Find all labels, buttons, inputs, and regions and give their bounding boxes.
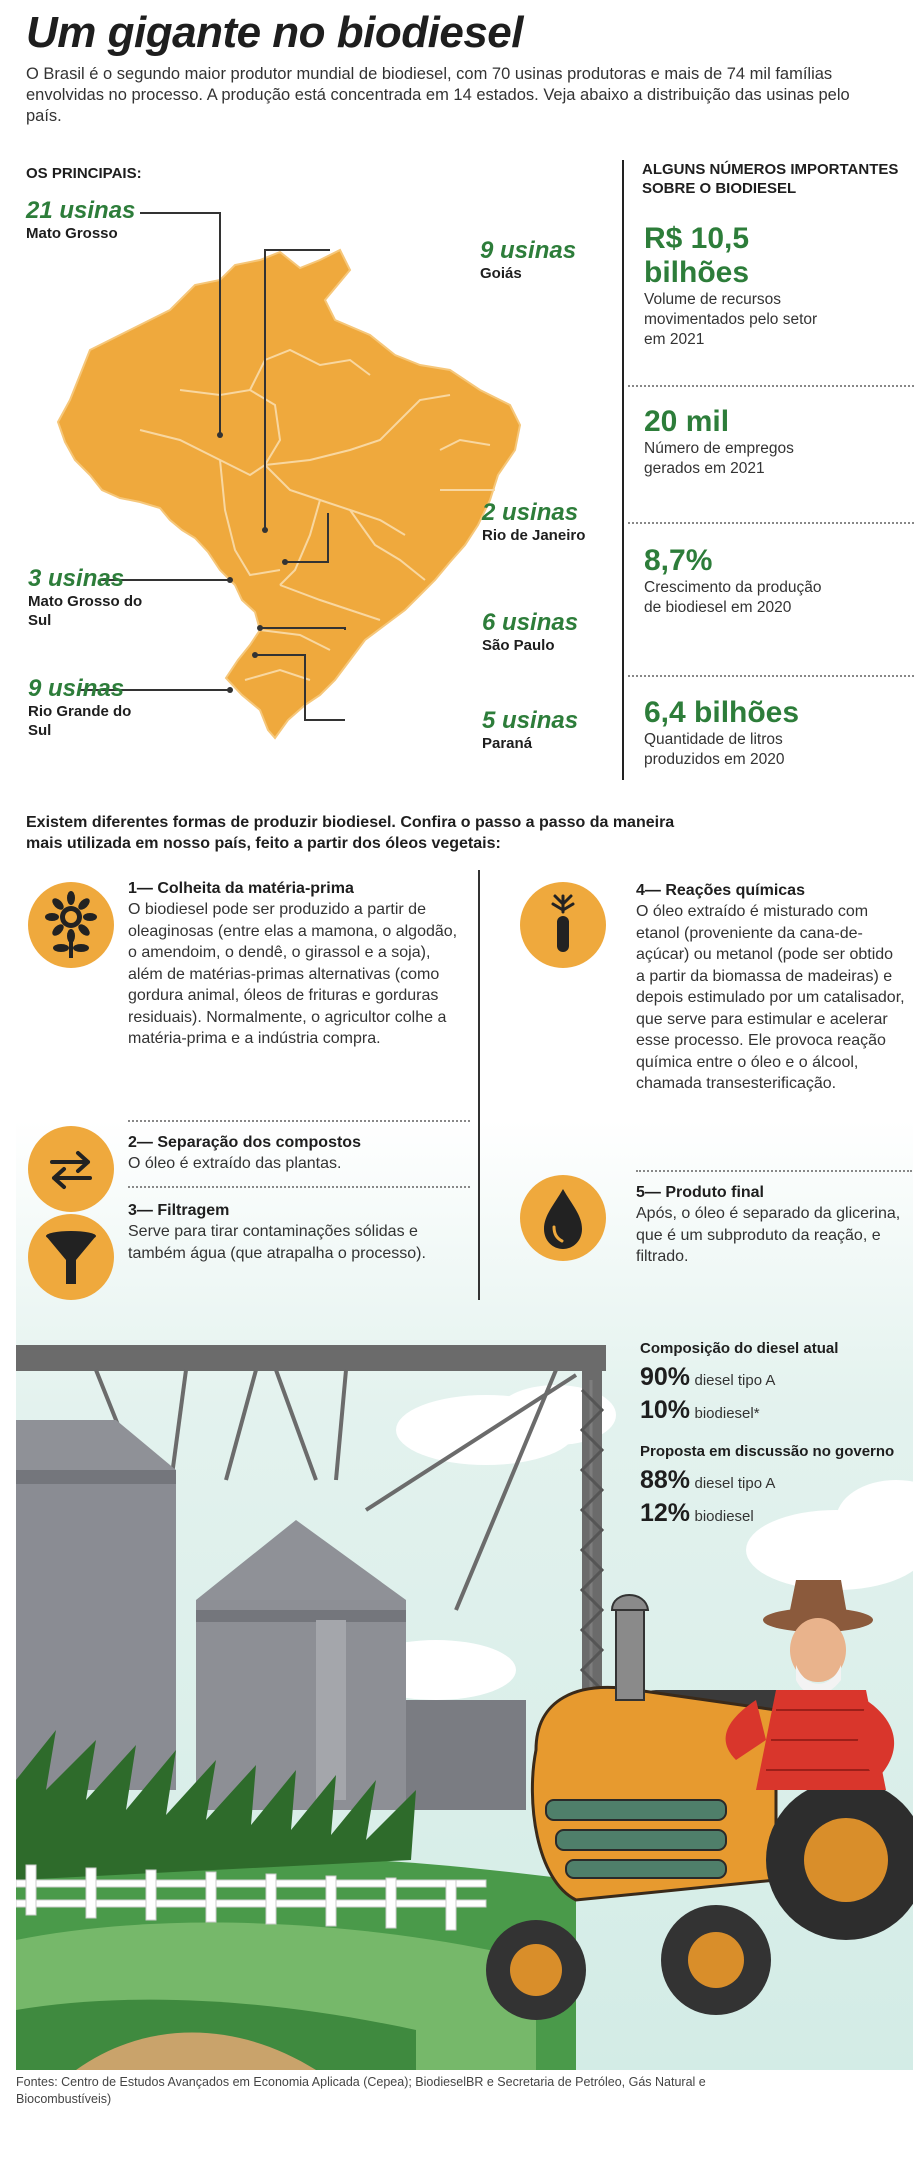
composition-proposal-title: Proposta em discussão no governo bbox=[640, 1443, 895, 1460]
composition-label: biodiesel bbox=[694, 1508, 754, 1525]
composition-pct: 12% bbox=[640, 1499, 691, 1527]
step-2 bbox=[128, 1132, 468, 1175]
divider bbox=[628, 385, 914, 387]
tractor-illustration bbox=[486, 1595, 913, 2020]
composition-label: diesel tipo A bbox=[694, 1475, 776, 1492]
composition-label: diesel tipo A bbox=[694, 1372, 776, 1389]
step-title: 2— Separação dos compostos bbox=[128, 1134, 361, 1151]
map-label-rio-grande-do-sul bbox=[28, 676, 148, 740]
stat-item bbox=[644, 405, 904, 479]
state-name: Goiás bbox=[480, 265, 522, 282]
step-3 bbox=[128, 1200, 468, 1264]
state-name: São Paulo bbox=[482, 637, 555, 654]
stat-value: 6,4 bilhões bbox=[644, 696, 800, 729]
composition-pct: 88% bbox=[640, 1466, 691, 1494]
state-count: 3 usinas bbox=[28, 565, 125, 592]
brazil-map-shape bbox=[58, 250, 520, 738]
map-heading: OS PRINCIPAIS: bbox=[26, 165, 142, 182]
map-label-goias bbox=[480, 238, 576, 283]
step-text: Serve para tirar contaminações sólidas e também água (que atrapalha o processo). bbox=[128, 1223, 426, 1262]
test-tube-icon bbox=[520, 882, 606, 968]
swap-arrows-icon bbox=[28, 1126, 114, 1212]
composition-row bbox=[640, 1396, 910, 1425]
composition-row bbox=[640, 1466, 910, 1495]
steps-divider bbox=[478, 870, 480, 1300]
divider bbox=[128, 1120, 470, 1122]
sources-footnote: Fontes: Centro de Estudos Avançados em Economia Aplicada (Cepea); BiodieselBR e Secretaria de Petróleo, Gás Natural e Biocombustíveis) bbox=[16, 2075, 706, 2106]
divider bbox=[628, 675, 914, 677]
composition-row bbox=[640, 1363, 910, 1392]
state-count: 9 usinas bbox=[480, 237, 577, 264]
map-label-rio-de-janeiro bbox=[482, 500, 585, 545]
stat-item bbox=[644, 222, 904, 350]
divider bbox=[128, 1186, 470, 1188]
map-label-parana bbox=[482, 708, 578, 753]
state-name: Paraná bbox=[482, 735, 533, 752]
map-label-mato-grosso-do-sul bbox=[28, 566, 158, 630]
step-text: Após, o óleo é separado da glicerina, que é um subproduto da reação, e filtrado. bbox=[636, 1205, 901, 1265]
step-text: O óleo é extraído das plantas. bbox=[128, 1155, 342, 1172]
stat-desc: Quantidade de litros produzidos em 2020 bbox=[644, 731, 785, 768]
step-title: 1— Colheita da matéria-prima bbox=[128, 880, 354, 897]
intro-text: O Brasil é o segundo maior produtor mundial de biodiesel, com 70 usinas produtoras e mais de 74 mil famílias envolvidas no processo. A produção está concentrada em 14 estados. Veja abaixo a distribuição das usinas pelo país. bbox=[26, 65, 850, 125]
state-count: 5 usinas bbox=[482, 707, 579, 734]
stat-desc: Volume de recursos movimentados pelo setor em 2021 bbox=[644, 291, 818, 348]
step-title: 5— Produto final bbox=[636, 1184, 764, 1201]
oil-drop-icon bbox=[520, 1175, 606, 1261]
stat-desc: Número de empregos gerados em 2021 bbox=[644, 440, 794, 477]
diesel-composition bbox=[640, 1340, 910, 1528]
stats-divider bbox=[622, 160, 624, 780]
divider bbox=[636, 1170, 912, 1172]
state-count: 9 usinas bbox=[28, 675, 125, 702]
divider bbox=[628, 522, 914, 524]
state-count: 6 usinas bbox=[482, 609, 579, 636]
state-count: 2 usinas bbox=[482, 499, 579, 526]
silo-left bbox=[16, 1420, 176, 1790]
process-intro: Existem diferentes formas de produzir biodiesel. Confira o passo a passo da maneira mais utilizada em nosso país, feito a partir dos óleos vegetais: bbox=[26, 814, 675, 852]
step-4 bbox=[636, 880, 906, 1095]
silo-right bbox=[196, 1520, 406, 1810]
stat-item bbox=[644, 544, 904, 618]
map-label-mato-grosso bbox=[26, 198, 135, 243]
stat-item bbox=[644, 696, 914, 770]
step-text: O biodiesel pode ser produzido a partir de oleaginosas (entre elas a mamona, o algodão, o amendoim, o dendê, o girassol e a soja), além de matérias-primas alternativas (como gordura animal, óleos de frituras e gorduras residuais). Normalmente, o agricultor colhe a matéria-prima e a indústria compra. bbox=[128, 901, 458, 1047]
composition-label: biodiesel* bbox=[694, 1405, 760, 1422]
composition-pct: 10% bbox=[640, 1396, 691, 1424]
step-text: O óleo extraído é misturado com etanol (proveniente da cana-de-açúcar) ou metanol (pode ser obtido a partir da biomassa de madeiras) e depois estimulado por um catalisador, que serve para estimular e acelerar esse processo. Ele provoca reação química entre o óleo e o álcool, chamada transesterificação. bbox=[636, 903, 905, 1092]
composition-current-title: Composição do diesel atual bbox=[640, 1340, 839, 1357]
funnel-icon bbox=[28, 1214, 114, 1300]
step-5 bbox=[636, 1182, 906, 1268]
state-name: Rio Grande do Sul bbox=[28, 703, 132, 739]
stats-heading: ALGUNS NÚMEROS IMPORTANTES SOBRE O BIODIESEL bbox=[642, 161, 899, 197]
state-name: Rio de Janeiro bbox=[482, 527, 586, 544]
step-1 bbox=[128, 878, 468, 1050]
map-label-sao-paulo bbox=[482, 610, 578, 655]
composition-pct: 90% bbox=[640, 1363, 691, 1391]
page-title: Um gigante no biodiesel bbox=[26, 8, 523, 57]
sunflower-icon bbox=[28, 882, 114, 968]
step-title: 3— Filtragem bbox=[128, 1202, 230, 1219]
stat-desc: Crescimento da produção de biodiesel em 2020 bbox=[644, 579, 822, 616]
stat-value: 8,7% bbox=[644, 544, 713, 577]
state-count: 21 usinas bbox=[26, 197, 136, 224]
step-title: 4— Reações químicas bbox=[636, 882, 805, 899]
stat-value: 20 mil bbox=[644, 405, 730, 438]
state-name: Mato Grosso bbox=[26, 225, 118, 242]
state-name: Mato Grosso do Sul bbox=[28, 593, 143, 629]
stat-value: R$ 10,5 bilhões bbox=[644, 222, 750, 289]
composition-row bbox=[640, 1499, 910, 1528]
